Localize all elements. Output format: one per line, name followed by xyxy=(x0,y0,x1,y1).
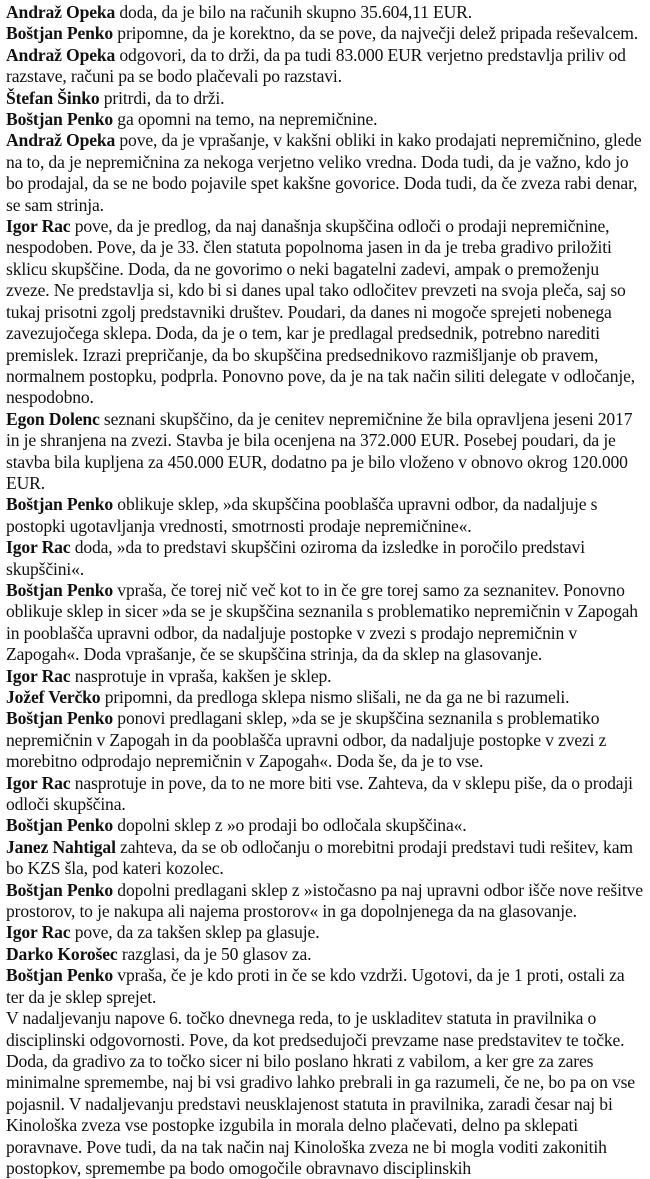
speaker-name: Boštjan Penko xyxy=(6,109,114,130)
paragraph xyxy=(6,815,644,836)
speaker-name: Egon Dolenc xyxy=(6,408,100,429)
paragraph xyxy=(6,837,644,880)
paragraph-text: pove, da za takšen sklep pa glasuje. xyxy=(70,922,320,943)
paragraph-text: pove, da je predlog, da naj današnja skupščina odloči o prodaji nepremičnine, nespodoben. Pove, da je 33. člen statuta popolnoma jasen in da je treba gradivo priložiti sklicu skupščine. Doda, da ne govorimo o neki bagatelni zadevi, ampak o premoženju zveze. Ne predstavlja si, kdo bi si danes upal tako odločitev prevzeti na svoja pleča, saj so tukaj prisotni zgolj predstavniki društev. Poudari, da danes ni mogoče sprejeti nobenega zavezujočega sklepa. Doda, da je o tem, kar je predlagal predsednik, potrebno narediti premislek. Izrazi prepričanje, da bo skupščina predsednikovo razmišljanje ob pravem, normalnem postopku, podprla. Ponovno pove, da je na tak način siliti delegate v odločanje, nespodobno. xyxy=(6,216,636,408)
paragraph-text: pripomne, da je korektno, da se pove, da največji delež pripada reševalcem. xyxy=(113,23,639,44)
paragraph xyxy=(6,580,644,666)
paragraph xyxy=(6,1008,644,1179)
paragraph-text: seznani skupščino, da je cenitev nepremičnine že bila opravljena jeseni 2017 in je shranjena na zvezi. Stavba je bila ocenjena na 372.000 EUR. Posebej poudari, da je stavba bila kupljena za 450.000 EUR, dodatno pa je bilo vloženo v obnovo okrog 120.000 EUR. xyxy=(6,408,633,493)
paragraph xyxy=(6,88,644,109)
speaker-name: Igor Rac xyxy=(6,216,71,237)
speaker-name: Boštjan Penko xyxy=(6,23,114,44)
speaker-name: Igor Rac xyxy=(6,537,71,558)
paragraph xyxy=(6,2,644,23)
speaker-name: Štefan Šinko xyxy=(6,87,100,108)
paragraph xyxy=(6,537,644,580)
paragraph-text: nasprotuje in vpraša, kakšen je sklep. xyxy=(70,665,332,686)
speaker-name: Igor Rac xyxy=(6,922,71,943)
paragraph-text: V nadaljevanju napove 6. točko dnevnega reda, to je uskladitev statuta in pravilnika o disciplinski odgovornosti. Pove, da kot predsedujoči prevzame nase predstavitev te točke. Doda, da gradivo za to točko sicer ni bilo poslano hkrati z vabilom, a ker gre za zares minimalne spremembe, naj bi vsi gradivo lahko prebrali in ga razumeli, če ne, bo pa on vse pojasnil. V nadaljevanju predstavi neusklajenost statuta in pravilnika, zaradi česar naj bi Kinološka zveza vse postopke izgubila in morala delno plačevati, delno pa sklepati poravnave. Pove tudi, da na tak način naj Kinološka zveza ne bi mogla voditi zakonitih postopkov, spremembe pa bodo omogočile obravnavo disciplinskih xyxy=(6,1008,635,1178)
paragraph xyxy=(6,922,644,943)
speaker-name: Igor Rac xyxy=(6,772,71,793)
paragraph xyxy=(6,965,644,1008)
speaker-name: Boštjan Penko xyxy=(6,494,114,515)
paragraph xyxy=(6,409,644,495)
speaker-name: Igor Rac xyxy=(6,665,71,686)
paragraph-text: pritrdi, da to drži. xyxy=(99,87,225,108)
speaker-name: Darko Korošec xyxy=(6,943,118,964)
paragraph-text: dopolni sklep z »o prodaji bo odločala skupščina«. xyxy=(113,815,467,836)
paragraph-text: zahteva, da se ob odločanju o morebitni prodaji predstavi tudi rešitev, kam bo KZS šla, pod kateri kozolec. xyxy=(6,836,633,879)
paragraph-text: oblikuje sklep, »da skupščina pooblašča upravni odbor, da nadaljuje s postopki ugotavljanja vrednosti, smotrnosti prodaje nepremičnine«. xyxy=(6,494,598,536)
paragraph-text: pripomni, da predloga sklepa nismo slišali, ne da ga ne bi razumeli. xyxy=(100,687,570,707)
speaker-name: Jožef Verčko xyxy=(6,687,101,707)
speaker-name: Boštjan Penko xyxy=(6,815,114,836)
paragraph xyxy=(6,880,644,923)
paragraph-text: odgovori, da to drži, da pa tudi 83.000 EUR verjetno predstavlja priliv od razstave, računi pa se bodo plačevali po razstavi. xyxy=(6,44,626,87)
paragraph xyxy=(6,216,644,409)
paragraph xyxy=(6,109,644,130)
paragraph xyxy=(6,687,644,708)
paragraph xyxy=(6,944,644,965)
speaker-name: Janez Nahtigal xyxy=(6,836,116,857)
speaker-name: Andraž Opeka xyxy=(6,44,116,65)
paragraph xyxy=(6,773,644,816)
paragraph xyxy=(6,666,644,687)
paragraph xyxy=(6,23,644,44)
paragraph-text: vpraša, če je kdo proti in če se kdo vzdrži. Ugotovi, da je 1 proti, ostali za ter da je sklep sprejet. xyxy=(6,965,625,1007)
paragraph-text: vpraša, če torej nič več kot to in če gre torej samo za seznanitev. Ponovno oblikuje sklep in sicer »da se je skupščina seznanila s problematiko nepremičnin v Zapogah in pooblašča upravni odbor, da nadaljuje postopke v zvezi s prodajo nepremičnin v Zapogah«. Doda vprašanje, če se skupščina strinja, da da sklep na glasovanje. xyxy=(6,579,638,665)
paragraph-text: pove, da je vprašanje, v kakšni obliki in kako prodajati nepremičnino, glede na to, da je nepremičnina za nekoga verjetno veliko vredna. Doda tudi, da je važno, kdo jo bo prodajal, da se ne bodo pojavile spet kakšne govorice. Doda tudi, da če zveza rabi denar, se sam strinja. xyxy=(6,130,642,215)
paragraph-text: ponovi predlagani sklep, »da se je skupščina seznanila s problematiko nepremičnin v Zapogah in da pooblašča upravni odbor, da nadaljuje postopke v zvezi z morebitno odprodajo nepremičnin v Zapogah«. Doda še, da je to vse. xyxy=(6,708,607,772)
speaker-name: Boštjan Penko xyxy=(6,965,114,986)
paragraph-text: nasprotuje in pove, da to ne more biti vse. Zahteva, da v sklepu piše, da o prodaji odloči skupščina. xyxy=(6,772,633,815)
paragraph xyxy=(6,708,644,772)
paragraph-text: dopolni predlagani sklep z »istočasno pa naj upravni odbor išče nove rešitve prostorov, to je nakupa ali najema prostorov« in ga dopolnjenega da na glasovanje. xyxy=(6,879,643,922)
speaker-name: Boštjan Penko xyxy=(6,579,114,600)
paragraph xyxy=(6,130,644,216)
speaker-name: Andraž Opeka xyxy=(6,2,116,22)
speaker-name: Andraž Opeka xyxy=(6,130,116,151)
paragraph-text: razglasi, da je 50 glasov za. xyxy=(117,943,312,964)
paragraph xyxy=(6,45,644,88)
paragraph-text: doda, da je bilo na računih skupno 35.604,11 EUR. xyxy=(115,2,473,22)
paragraph xyxy=(6,494,644,537)
paragraph-text: ga opomni na temo, na nepremičnine. xyxy=(113,109,378,130)
speaker-name: Boštjan Penko xyxy=(6,879,114,900)
paragraph-text: doda, »da to predstavi skupščini oziroma da izsledke in poročilo predstavi skupščini«. xyxy=(6,537,585,579)
speaker-name: Boštjan Penko xyxy=(6,708,114,729)
